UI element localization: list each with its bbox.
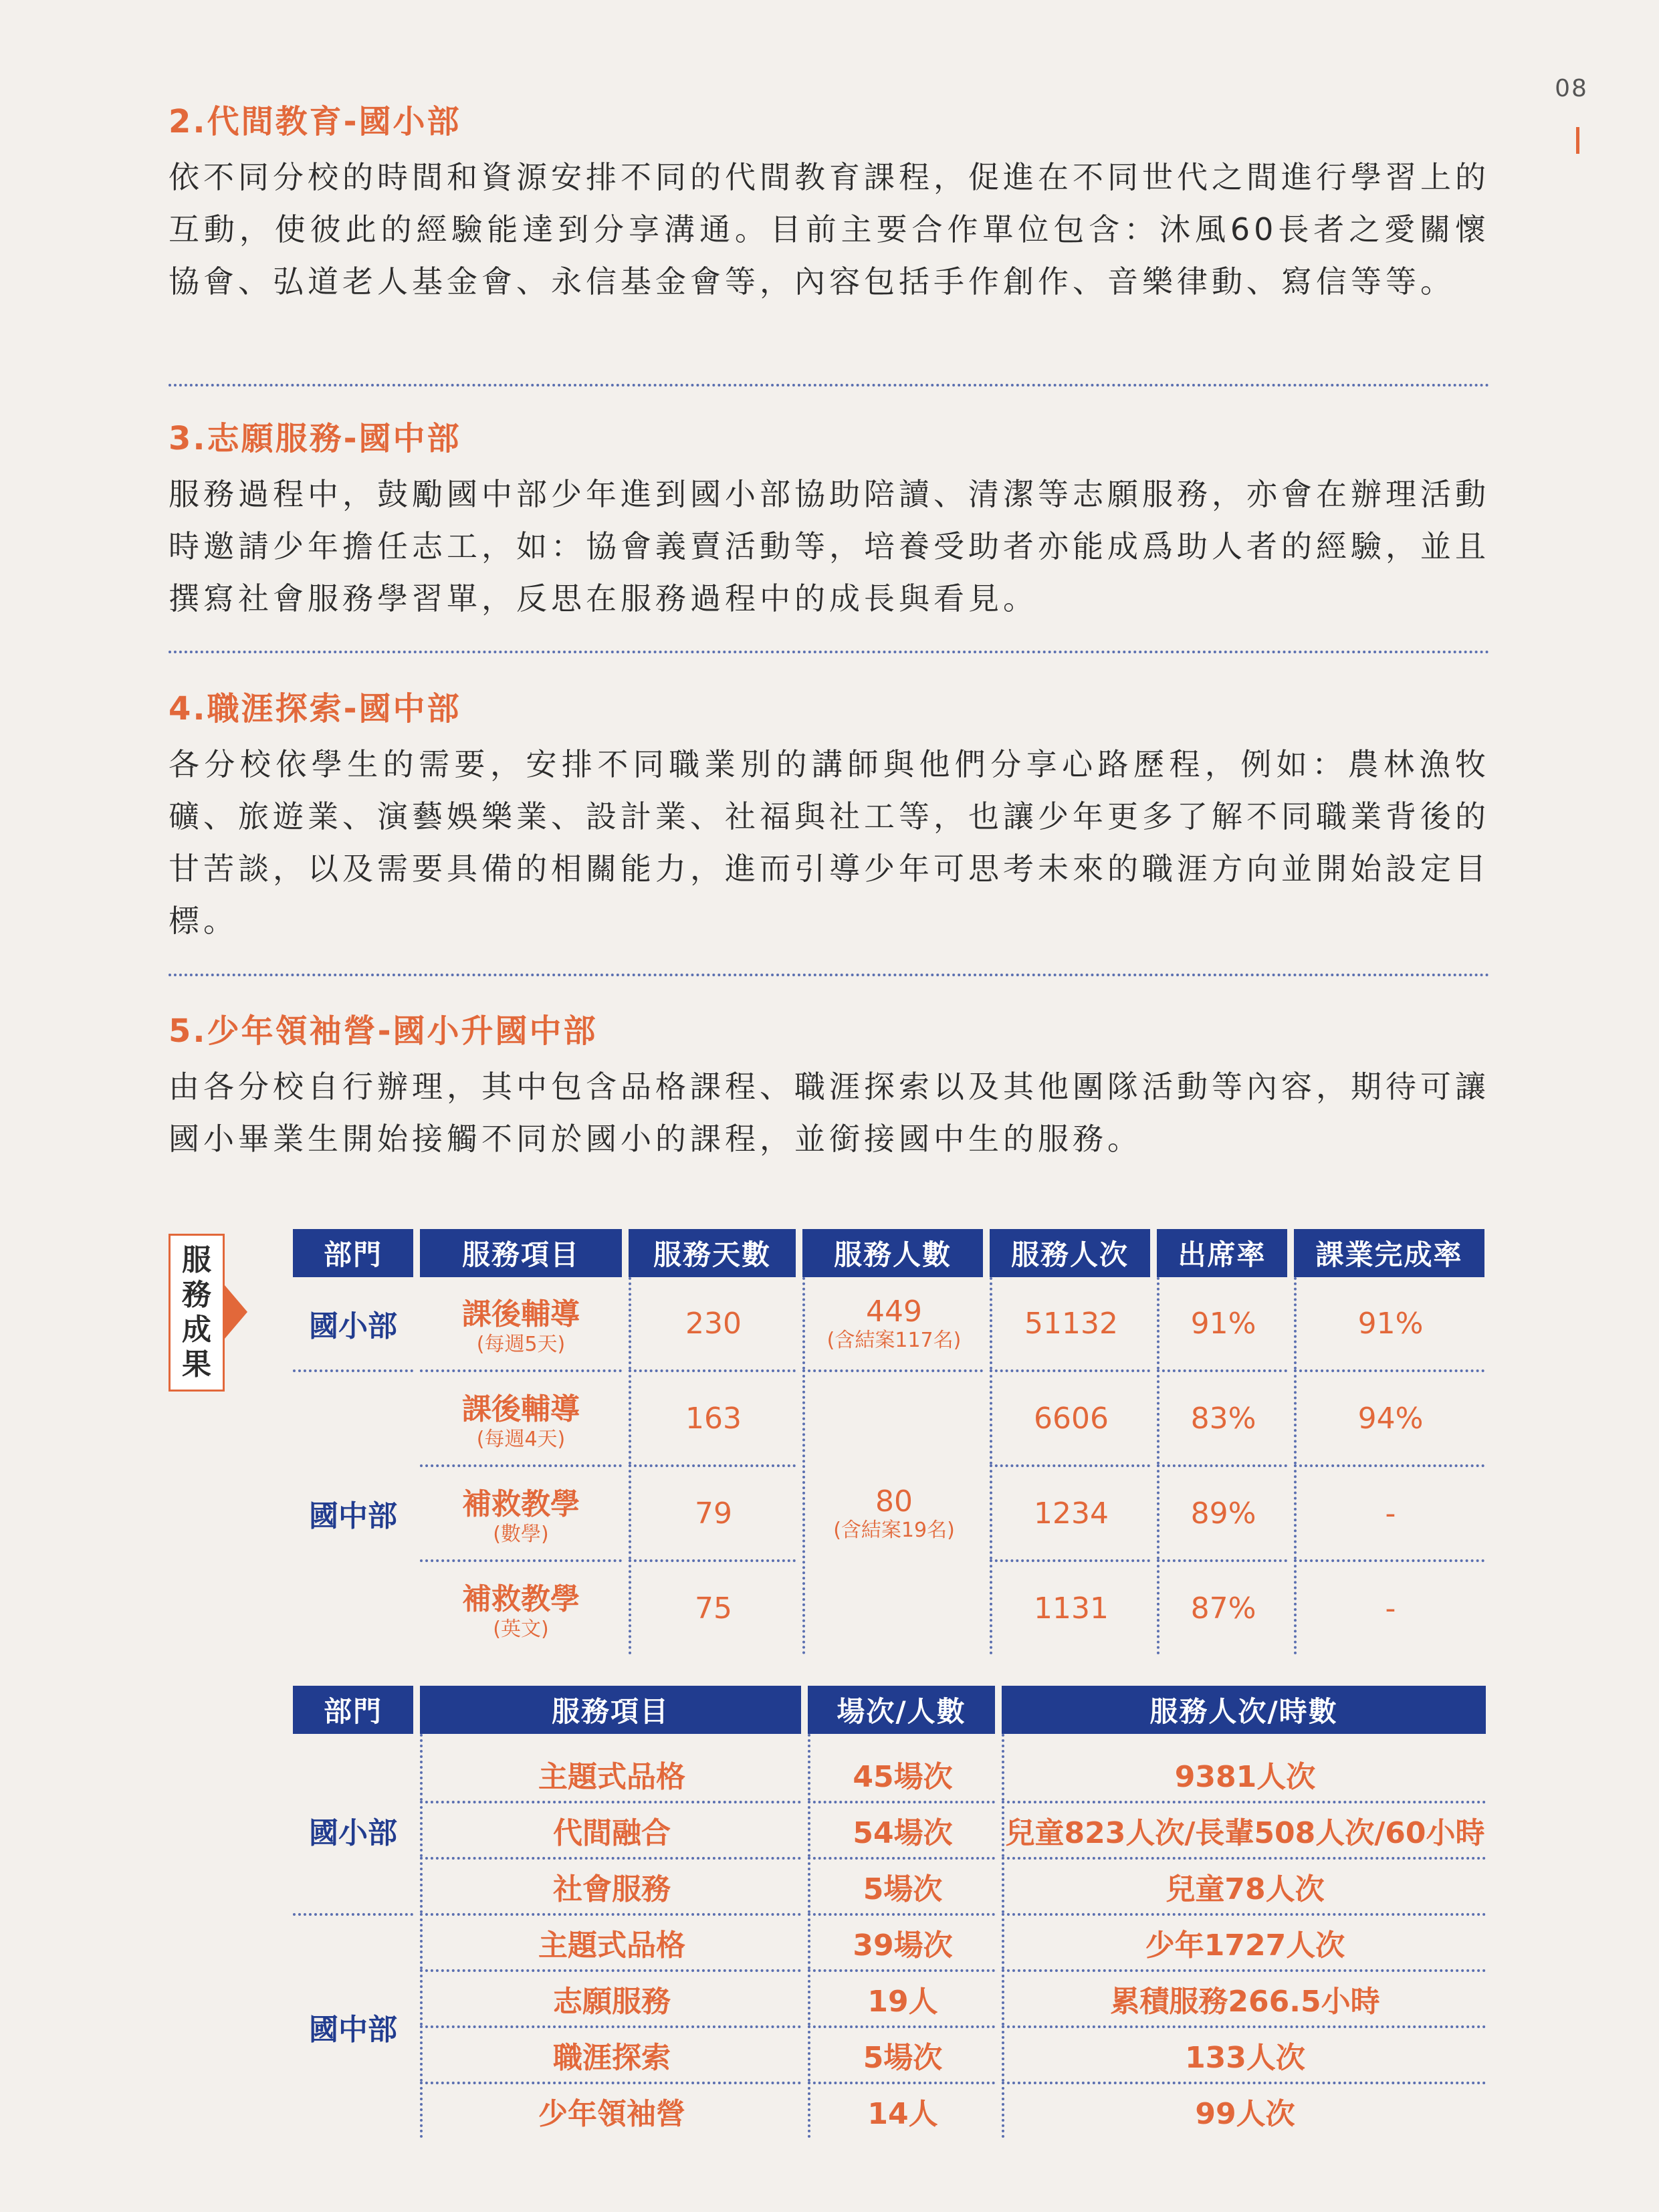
days-cell: 163 xyxy=(629,1369,796,1464)
section-divider xyxy=(169,974,1490,976)
header-visits-hours: 服務人次/時數 xyxy=(1002,1686,1486,1734)
department-cell: 國中部 xyxy=(293,1369,413,1654)
department-cell: 國中部 xyxy=(293,1913,413,2138)
visits-cell: 1131 xyxy=(990,1559,1150,1654)
people-cell: 80 (含結案19名) xyxy=(802,1369,983,1654)
table-row xyxy=(293,2082,1486,2138)
header-service-item: 服務項目 xyxy=(420,1229,622,1277)
table-header-row xyxy=(293,1229,1484,1277)
item-cell: 少年領袖營 xyxy=(420,2082,801,2138)
item-cell: 課後輔導 (每週5天) xyxy=(462,1297,580,1356)
table-row xyxy=(293,1369,1484,1464)
section-body: 由各分校自行辦理，其中包含品格課程、職涯探索以及其他團隊活動等內容，期待可讓國小畢業生開始接觸不同於國小的課程，並銜接國中生的服務。 xyxy=(169,1069,1490,1157)
service-results-label: 服 務 成 果 xyxy=(169,1234,225,1392)
count-cell: 5場次 xyxy=(808,2025,995,2082)
section-volunteer xyxy=(169,419,1490,625)
header-service-days: 服務天數 xyxy=(629,1229,796,1277)
header-department: 部門 xyxy=(293,1686,413,1734)
result-cell: 兒童78人次 xyxy=(1002,1857,1486,1913)
table-row xyxy=(293,2025,1486,2082)
table-header-row xyxy=(293,1686,1486,1734)
label-arrow-icon xyxy=(225,1285,247,1339)
item-cell: 社會服務 xyxy=(420,1857,801,1913)
section-title: 2.代間教育-國小部 xyxy=(169,103,461,140)
days-cell: 75 xyxy=(629,1559,796,1654)
table-row xyxy=(293,1734,1486,1801)
table-row xyxy=(293,1913,1486,1969)
count-cell: 5場次 xyxy=(808,1857,995,1913)
header-service-visits: 服務人次 xyxy=(990,1229,1150,1277)
section-body: 依不同分校的時間和資源安排不同的代間教育課程，促進在不同世代之間進行學習上的互動，使彼此的經驗能達到分享溝通。目前主要合作單位包含：沐風60長者之愛關懷協會、弘道老人基金會、永信基金會等，內容包括手作創作、音樂律動、寫信等等。 xyxy=(169,159,1490,300)
department-cell: 國小部 xyxy=(309,1816,397,1850)
attendance-cell: 91% xyxy=(1157,1277,1287,1369)
header-service-item: 服務項目 xyxy=(420,1686,801,1734)
section-body: 各分校依學生的需要，安排不同職業別的講師與他們分享心路歷程，例如：農林漁牧礦、旅遊業、演藝娛樂業、設計業、社福與社工等，也讓少年更多了解不同職業背後的甘苦談，以及需要具備的相關能力，進而引導少年可思考未來的職涯方向並開始設定目標。 xyxy=(169,746,1490,939)
result-cell: 兒童823人次/長輩508人次/60小時 xyxy=(1002,1801,1486,1857)
section-body: 服務過程中，鼓勵國中部少年進到國小部協助陪讀、清潔等志願服務，亦會在辦理活動時邀請少年擔任志工，如：協會義賣活動等，培養受助者亦能成爲助人者的經驗，並且撰寫社會服務學習單，反思在服務過程中的成長與看見。 xyxy=(169,476,1490,617)
section-title: 5.少年領袖營-國小升國中部 xyxy=(169,1012,598,1050)
completion-cell: 91% xyxy=(1294,1277,1484,1369)
attendance-cell: 89% xyxy=(1157,1464,1287,1559)
section-intergenerational xyxy=(169,102,1490,308)
result-cell: 99人次 xyxy=(1002,2082,1486,2138)
page-number: 08 xyxy=(1555,75,1588,102)
table-row xyxy=(293,1801,1486,1857)
section-divider xyxy=(169,384,1490,386)
section-divider xyxy=(169,651,1490,653)
people-cell: 449 (含結案117名) xyxy=(802,1277,983,1369)
result-cell: 133人次 xyxy=(1002,2025,1486,2082)
count-cell: 19人 xyxy=(808,1969,995,2025)
department-cell: 國小部 xyxy=(309,1309,397,1343)
result-cell: 9381人次 xyxy=(1002,1734,1486,1801)
count-cell: 45場次 xyxy=(808,1734,995,1801)
item-cell: 補救教學 (數學) xyxy=(420,1464,622,1559)
service-results-table xyxy=(286,1229,1491,1654)
item-cell: 補救教學 (英文) xyxy=(420,1559,622,1654)
header-session-count: 場次/人數 xyxy=(808,1686,995,1734)
header-service-people: 服務人數 xyxy=(802,1229,983,1277)
header-department: 部門 xyxy=(293,1229,413,1277)
header-completion: 課業完成率 xyxy=(1294,1229,1484,1277)
section-title: 4.職涯探索-國中部 xyxy=(169,690,461,728)
count-cell: 54場次 xyxy=(808,1801,995,1857)
activity-results-table xyxy=(286,1686,1492,2138)
visits-cell: 6606 xyxy=(990,1369,1150,1464)
days-cell: 230 xyxy=(629,1277,796,1369)
days-cell: 79 xyxy=(629,1464,796,1559)
item-cell: 課後輔導 (每週4天) xyxy=(420,1369,622,1464)
completion-cell: - xyxy=(1294,1464,1484,1559)
count-cell: 39場次 xyxy=(808,1913,995,1969)
item-cell: 職涯探索 xyxy=(420,2025,801,2082)
visits-cell: 51132 xyxy=(990,1277,1150,1369)
page-tick-mark xyxy=(1576,127,1579,154)
completion-cell: - xyxy=(1294,1559,1484,1654)
section-leadership-camp xyxy=(169,1011,1490,1165)
visits-cell: 1234 xyxy=(990,1464,1150,1559)
attendance-cell: 83% xyxy=(1157,1369,1287,1464)
table-row xyxy=(293,1857,1486,1913)
section-career xyxy=(169,689,1490,947)
result-cell: 累積服務266.5小時 xyxy=(1002,1969,1486,2025)
result-cell: 少年1727人次 xyxy=(1002,1913,1486,1969)
item-cell: 代間融合 xyxy=(420,1801,801,1857)
item-cell: 志願服務 xyxy=(420,1969,801,2025)
header-attendance: 出席率 xyxy=(1157,1229,1287,1277)
section-title: 3.志願服務-國中部 xyxy=(169,420,461,457)
table-row xyxy=(293,1277,1484,1369)
table-row xyxy=(293,1969,1486,2025)
completion-cell: 94% xyxy=(1294,1369,1484,1464)
attendance-cell: 87% xyxy=(1157,1559,1287,1654)
count-cell: 14人 xyxy=(808,2082,995,2138)
item-cell: 主題式品格 xyxy=(420,1913,801,1969)
item-cell: 主題式品格 xyxy=(420,1734,801,1801)
